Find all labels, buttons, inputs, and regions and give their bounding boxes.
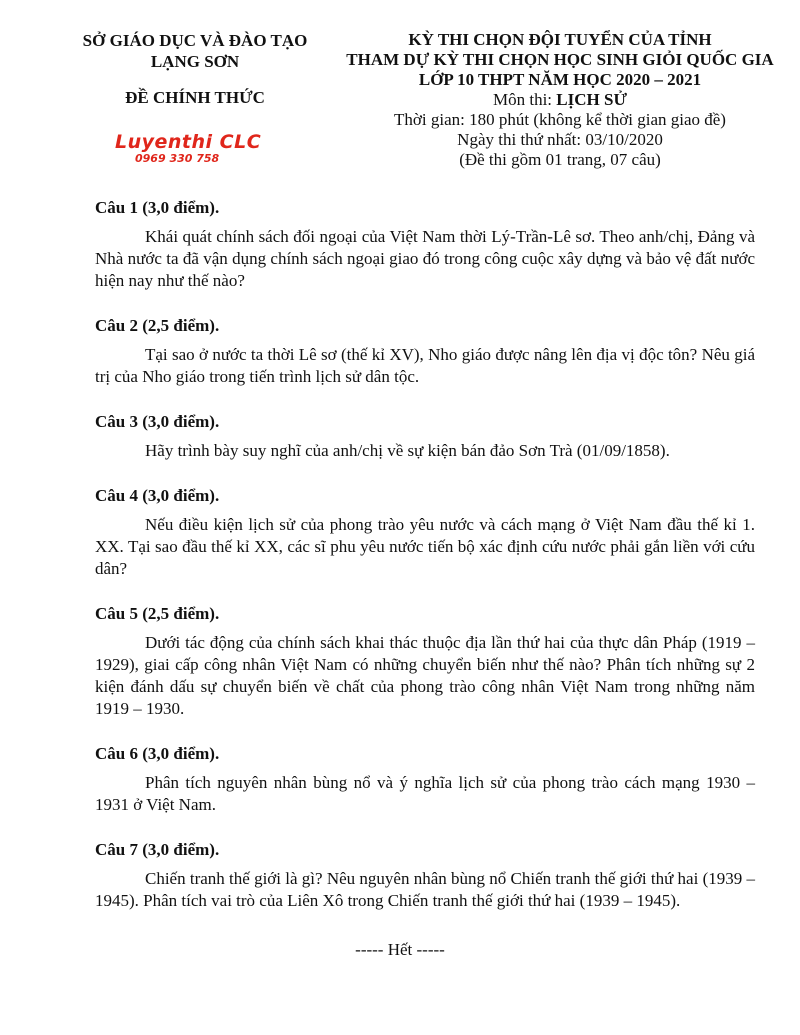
question-text: Nếu điều kiện lịch sử của phong trào yêu nước và cách mạng ở Việt Nam đầu thế kỉ 1. XX. Tại sao đầu thế kỉ XX, các sĩ phu yêu nước tiến bộ xác định cứu nước phải gắn liền với cứu dân? <box>95 515 755 578</box>
exam-time: Thời gian: 180 phút (không kể thời gian giao đề) <box>394 110 726 129</box>
end-marker: ----- Hết ----- <box>355 940 445 959</box>
question-title: Câu 7 (3,0 điểm). <box>95 840 220 859</box>
watermark-logo <box>115 132 285 165</box>
official-exam-label: ĐỀ CHÍNH THỨC <box>125 88 265 107</box>
question-text: Khái quát chính sách đối ngoại của Việt Nam thời Lý-Trần-Lê sơ. Theo anh/chị, Đảng và Nhà nước ta đã vận dụng chính sách ngoại giao đó trong công cuộc xây dựng và bảo vệ đất nước hiện nay như thế nào? <box>95 227 755 290</box>
exam-header <box>330 30 790 170</box>
question-title: Câu 6 (3,0 điểm). <box>95 744 220 763</box>
exam-title-line1: KỲ THI CHỌN ĐỘI TUYỂN CỦA TỈNH <box>408 30 712 49</box>
question-text: Phân tích nguyên nhân bùng nổ và ý nghĩa lịch sử của phong trào cách mạng 1930 – 1931 ở Việt Nam. <box>95 773 755 814</box>
question-title: Câu 2 (2,5 điểm). <box>95 316 220 335</box>
question-list <box>95 197 755 935</box>
watermark-phone: 0969 330 758 <box>135 152 220 165</box>
exam-subject <box>330 90 790 110</box>
question-5 <box>95 603 755 720</box>
question-3 <box>95 411 755 462</box>
question-text: Dưới tác động của chính sách khai thác thuộc địa lần thứ hai của thực dân Pháp (1919 – 1929), giai cấp công nhân Việt Nam có những chuyển biến như thế nào? Phân tích những sự 2 kiện đánh dấu sự chuyển biến về chất của phong trào công nhân Việt Nam trong những năm 1919 – 1930. <box>95 633 755 718</box>
question-text: Tại sao ở nước ta thời Lê sơ (thế kỉ XV), Nho giáo được nâng lên địa vị độc tôn? Nêu giá trị của Nho giáo trong tiến trình lịch sử dân tộc. <box>95 345 755 386</box>
question-7 <box>95 839 755 912</box>
question-title: Câu 4 (3,0 điểm). <box>95 486 220 505</box>
question-title: Câu 3 (3,0 điểm). <box>95 412 220 431</box>
exam-title-line2: THAM DỰ KỲ THI CHỌN HỌC SINH GIỎI QUỐC GIA <box>346 50 774 69</box>
question-4 <box>95 485 755 580</box>
question-1 <box>95 197 755 292</box>
exam-subject-prefix: Môn thi: <box>493 90 557 109</box>
exam-title-line3: LỚP 10 THPT NĂM HỌC 2020 – 2021 <box>418 70 702 89</box>
exam-date: Ngày thi thứ nhất: 03/10/2020 <box>457 130 663 149</box>
question-2 <box>95 315 755 388</box>
question-text: Hãy trình bày suy nghĩ của anh/chị về sự kiện bán đảo Sơn Trà (01/09/1858). <box>145 441 670 460</box>
issuer-province: LẠNG SƠN <box>150 52 240 71</box>
question-text: Chiến tranh thế giới là gì? Nêu nguyên nhân bùng nổ Chiến tranh thế giới thứ hai (1939 – 1945). Phân tích vai trò của Liên Xô trong Chiến tranh thế giới thứ hai (1939 – 1945). <box>95 869 755 910</box>
exam-subject-name: LỊCH SỬ <box>556 90 627 109</box>
issuer-department: SỞ GIÁO DỤC VÀ ĐÀO TẠO <box>82 31 308 50</box>
question-title: Câu 5 (2,5 điểm). <box>95 604 220 623</box>
question-6 <box>95 743 755 816</box>
question-title: Câu 1 (3,0 điểm). <box>95 198 220 217</box>
exam-page-count: (Đề thi gồm 01 trang, 07 câu) <box>459 150 661 169</box>
watermark-logo-text: Luyenthi CLC <box>115 131 262 153</box>
issuer-header <box>60 30 330 108</box>
